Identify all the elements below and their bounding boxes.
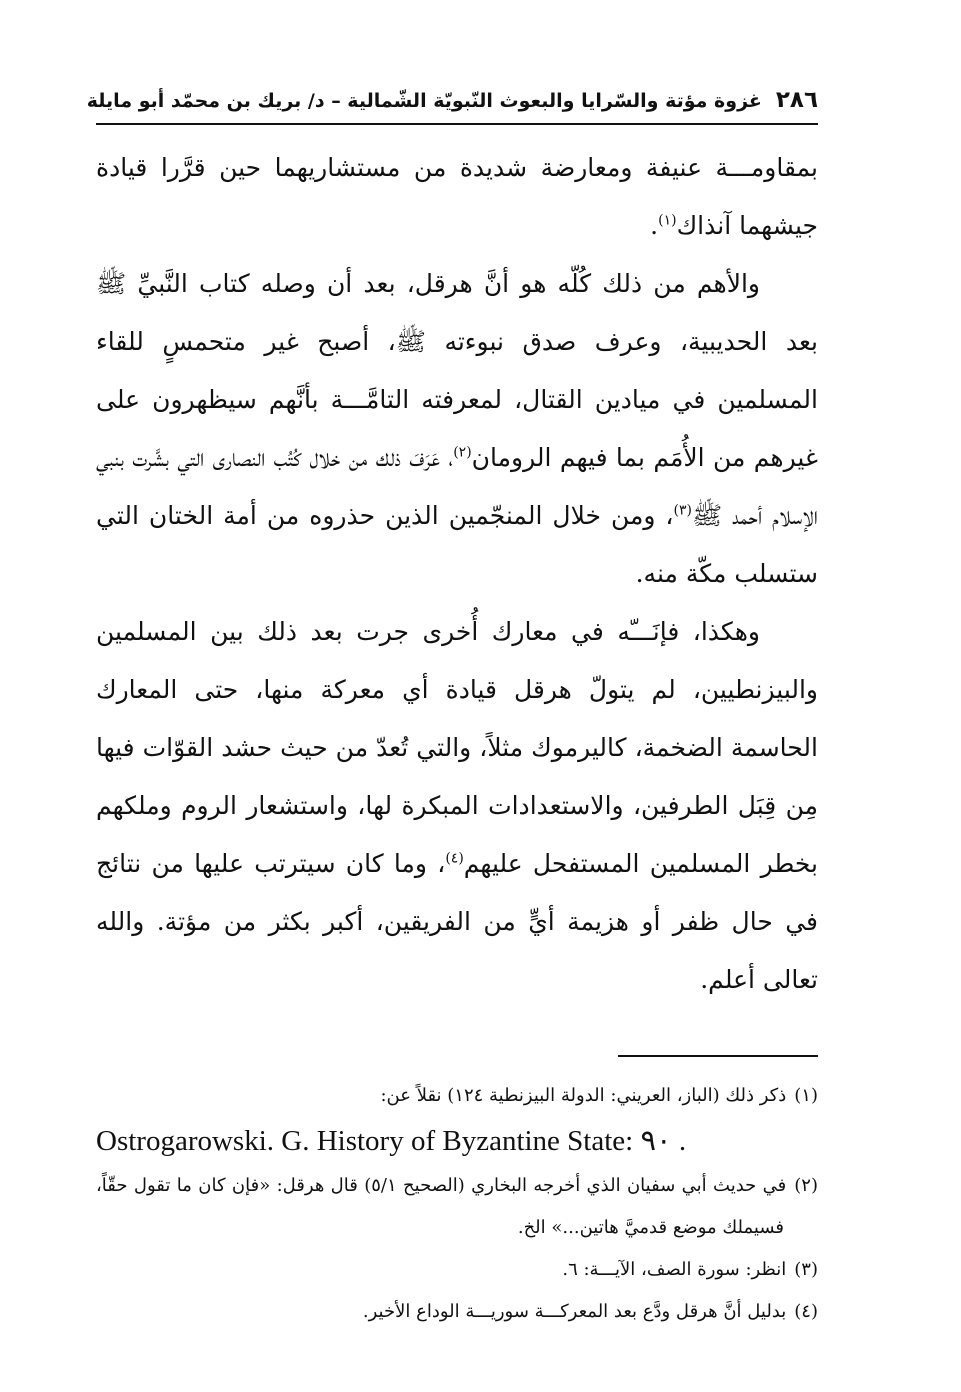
- footnote-4-text: بدليل أنَّ هرقل ودَّع بعد المعركـــة سوريـــة الوداع الأخير.: [362, 1301, 787, 1322]
- paragraph-2-tail: ، ومن خلال المنجّمين الذين حذروه من أمة الختان التي ستسلب مكّة منه.: [96, 501, 818, 588]
- paragraph-3-text: وهكذا، فإنَـــّه في معارك أُخرى جرت بعد ذلك بين المسلمين والبيزنطيين، لم يتولّ هرقل قيادة أي معركة منها، حتى المعارك الحاسمة الضخمة، كاليرموك مثلاً، والتي تُعدّ من حيث حشد القوّات فيها مِن قِبَل الطرفين، والاستعدادات المبكرة لها، واستشعار الروم وملكهم بخطر المسلمين المستفحل عليهم: [96, 617, 818, 878]
- paragraph-3-tail: ، وما كان سيترتب عليها من نتائج في حال ظفر أو هزيمة أيٍّ من الفريقين، أكبر بكثر من مؤتة. والله تعالى أعلم.: [96, 849, 818, 994]
- footnote-1-text: ذكر ذلك (الباز، العريني: الدولة البيزنطية ١٢٤) نقلاً عن:: [380, 1085, 787, 1106]
- paragraph-3: [96, 603, 818, 1009]
- paragraph-2-text2: ، عَرَفَ ذلك من خلال كُتُب النصارى التي بشَّرت بنبي الإسلام أحمد ﷺ: [96, 443, 818, 530]
- footnote-ref-2: (٢): [453, 444, 472, 461]
- footnote-3-number: (٣): [794, 1259, 818, 1280]
- footnote-4: [96, 1291, 818, 1333]
- page-number: ٢٨٦: [775, 87, 818, 113]
- main-text: [96, 139, 818, 1009]
- paragraph-2-text: والأهم من ذلك كُلّه هو أنَّ هرقل، بعد أن وصله كتاب النَّبيِّ ﷺ بعد الحديبية، وعرف صدق نبوءته ﷺ، أصبح غير متحمسٍ للقاء المسلمين في ميادين القتال، لمعرفته التامَّـــة بأنَّهم سيظهرون على غيرهم من الأُمَم بما فيهم الرومان: [96, 269, 819, 472]
- footnote-2-number: (٢): [794, 1175, 818, 1196]
- footnote-1: [96, 1075, 818, 1117]
- footnote-ref-3: (٣): [673, 502, 692, 519]
- footnote-4-number: (٤): [794, 1301, 818, 1322]
- running-title: غزوة مؤتة والسّرايا والبعوث النّبويّة الشّمالية – د/ بريك بن محمّد أبو مايلة: [86, 90, 762, 112]
- paragraph-1-tail: .: [650, 211, 659, 240]
- paragraph-2: [96, 255, 818, 603]
- paragraph-1-text: بمقاومـــة عنيفة ومعارضة شديدة من مستشاريهما حين قرَّرا قيادة جيشهما آنذاك: [96, 153, 818, 240]
- paragraph-1: [96, 139, 818, 255]
- footnote-3-text: انظر: سورة الصف، الآيـــة: ٦.: [562, 1259, 787, 1280]
- footnote-ref-1: (١): [658, 212, 677, 229]
- footnotes: [96, 1075, 818, 1333]
- footnote-separator: [618, 1055, 818, 1057]
- footnote-1-latin-reference: Ostrogarowski. G. History of Byzantine State: ٩٠ .: [96, 1125, 687, 1157]
- footnote-2: [96, 1165, 818, 1249]
- footnote-ref-4: (٤): [445, 850, 464, 867]
- book-page: [86, 84, 819, 1333]
- footnote-2-text: في حديث أبي سفيان الذي أخرجه البخاري (الصحيح ٥/١) قال هرقل: «فإن كان ما تقول حقّاً، فسيملك موضع قدميَّ هاتين...» الخ.: [96, 1175, 787, 1238]
- footnote-1-number: (١): [794, 1085, 818, 1106]
- footnote-3: [96, 1249, 818, 1291]
- running-header: [86, 84, 818, 125]
